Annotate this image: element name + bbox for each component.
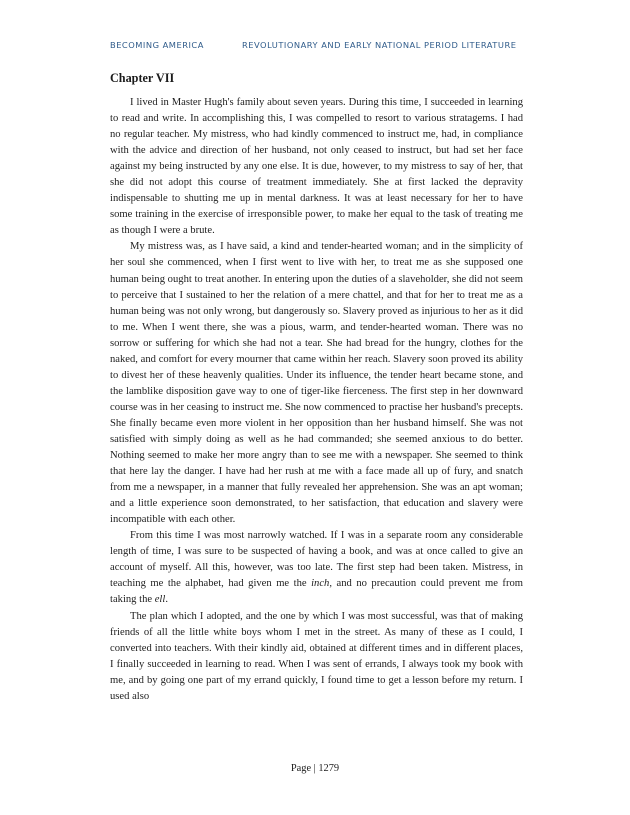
- page-number: Page | 1279: [290, 763, 340, 774]
- emphasis-ell: ell: [154, 594, 166, 606]
- header-section-title: REVOLUTIONARY AND EARLY NATIONAL PERIOD LITERATURE: [242, 40, 517, 50]
- paragraph-2: My mistress was, as I have said, a kind and tender-hearted woman; and in the simplicity of her soul she commenced, when I first went to live with her, to treat me as she supposed one human being ought to treat another. In entering upon the duties of a slaveholder, she did not seem to perceive that I sustained to her the relation of a mere chattel, and that for her to treat me as a human being was not only wrong, but dangerously so. Slavery proved as injurious to her as it did to me. When I went there, she was a pious, warm, and tender-hearted woman. There was no sorrow or suffering for which she had not a tear. She had bread for the hungry, clothes for the naked, and comfort for every mourner that came within her reach. Slavery soon proved its ability to divest her of these heavenly qualities. Under its influence, the tender heart became stone, and the lamblike disposition gave way to one of tiger-like fierceness. The first step in her downward course was in her ceasing to instruct me. She now commenced to practise her husband's precepts. She finally became even more violent in her opposition than her husband himself. She was not satisfied with simply doing as well as he had commanded; she seemed anxious to do better. Nothing seemed to make her more angry than to see me with a newspaper. She seemed to think that here lay the danger. I have had her rush at me with a face made all up of fury, and snatch from me a newspaper, in a manner that fully revealed her apprehension. She was an apt woman; and a little experience soon demonstrated, to her satisfaction, that education and slavery were incompatible with each other.: [110, 241, 523, 526]
- paragraph-3: [110, 528, 523, 608]
- chapter-title: Chapter VII: [110, 71, 175, 85]
- paragraph-3-text-a: From this time I was most narrowly watched. If I was in a separate room any considerable length of time, I was sure to be suspected of having a book, and was at once called to give an account of myself. All this, however, was too late. The first step had been taken. Mistress, in teaching me the alphabet, had given me the: [110, 530, 523, 590]
- paragraph-4: The plan which I adopted, and the one by which I was most successful, was that of making friends of all the little white boys whom I met in the street. As many of these as I could, I converted into teachers. With their kindly aid, obtained at different times and in different places, I finally succeeded in learning to read. When I was sent of errands, I always took my book with me, and by going one part of my errand quickly, I found time to get a lesson before my return. I used also: [110, 610, 523, 702]
- running-header: [110, 40, 530, 50]
- header-book-title: BECOMING AMERICA: [110, 40, 204, 50]
- body-text: [110, 95, 523, 705]
- paragraph-1: I lived in Master Hugh's family about seven years. During this time, I succeeded in learning to read and write. In accomplishing this, I was compelled to resort to various stratagems. I had no regular teacher. My mistress, who had kindly commenced to instruct me, had, in compliance with the advice and direction of her husband, not only ceased to instruct, but had set her face against my being instructed by any one else. It is due, however, to my mistress to say of her, that she did not adopt this course of treatment immediately. She at first lacked the depravity indispensable to shutting me up in mental darkness. It was at least necessary for her to have some training in the exercise of irresponsible power, to make her equal to the task of treating me as though I were a brute.: [110, 97, 523, 237]
- paragraph-3-text-c: .: [165, 594, 168, 606]
- emphasis-inch: inch,: [311, 578, 332, 590]
- paragraph-3-text-b: and no precaution could prevent me from taking the: [110, 578, 524, 606]
